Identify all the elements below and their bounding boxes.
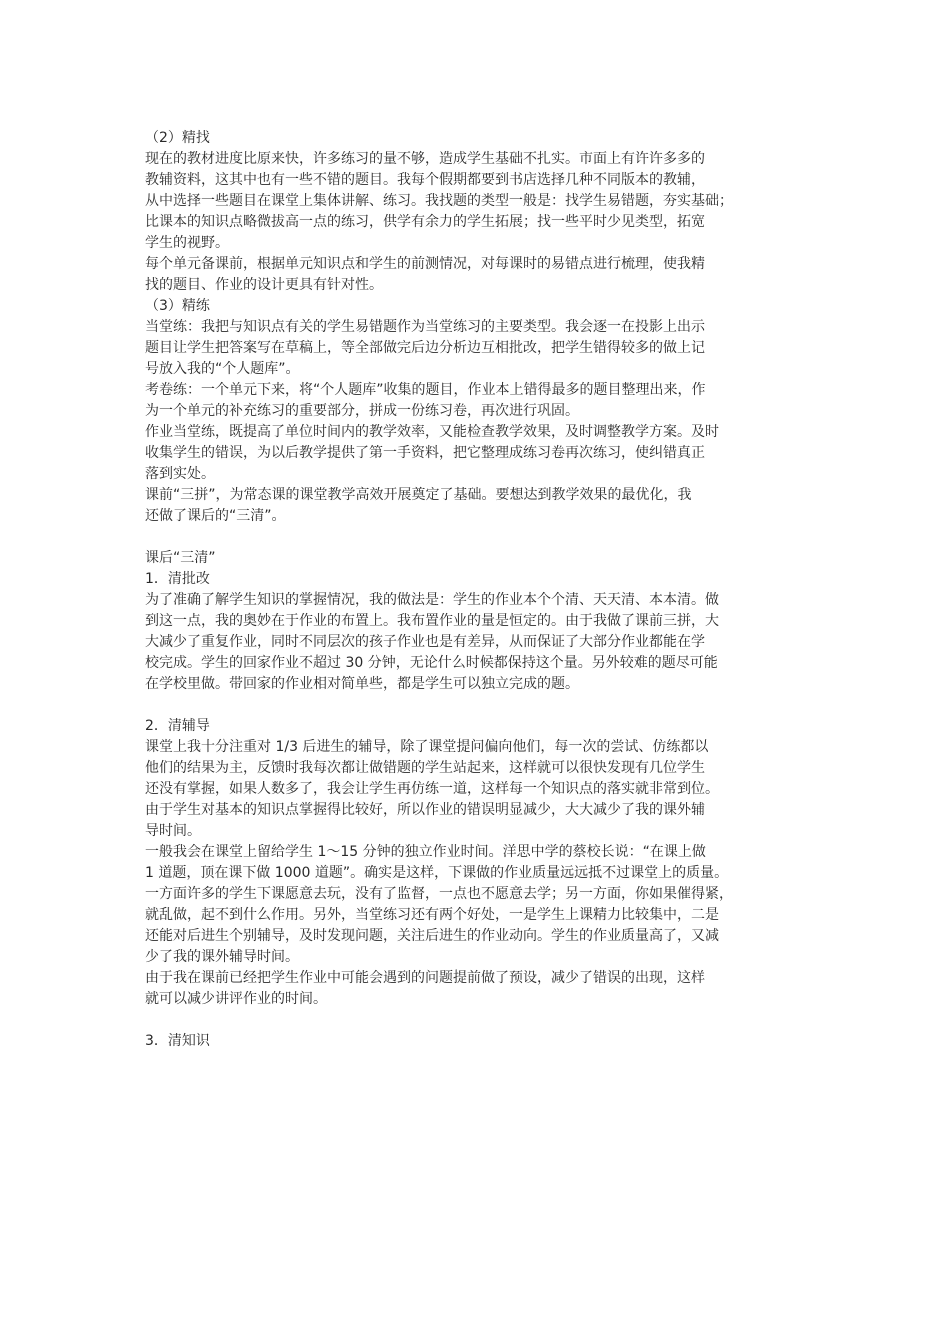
- paragraph: [145, 569, 817, 590]
- text-line: 一方面许多的学生下课愿意去玩，没有了监督，一点也不愿意去学；另一方面，你如果催得紧，: [145, 886, 733, 902]
- text-line: 考卷练：一个单元下来，将“个人题库”收集的题目，作业本上错得最多的题目整理出来，作: [145, 382, 706, 398]
- text-line: 每个单元备课前，根据单元知识点和学生的前测情况，对每课时的易错点进行梳理，使我精: [145, 256, 705, 272]
- paragraph: [145, 842, 817, 968]
- text-line: 比课本的知识点略微拔高一点的练习，供学有余力的学生拓展；找一些平时少见类型，拓宽: [145, 214, 705, 230]
- text-line: [145, 527, 817, 548]
- text-line: 课堂上我十分注重对 1/3 后进生的辅导，除了课堂提问偏向他们，每一次的尝试、仿练都以: [145, 739, 709, 755]
- text-line: 一般我会在课堂上留给学生 1～15 分钟的独立作业时间。洋思中学的蔡校长说：“在课上做: [145, 844, 706, 860]
- paragraph: [145, 485, 817, 527]
- text-line: 还没有掌握，如果人数多了，我会让学生再仿练一道，这样每一个知识点的落实就非常到位。: [145, 781, 719, 797]
- paragraph: [145, 380, 817, 422]
- text-line: 当堂练：我把与知识点有关的学生易错题作为当堂练习的主要类型。我会逐一在投影上出示: [145, 319, 705, 335]
- paragraph: [145, 590, 817, 695]
- text-line: [145, 1010, 817, 1031]
- text-line: 课前“三拼”，为常态课的课堂教学高效开展奠定了基础。要想达到教学效果的最优化，我: [145, 487, 692, 503]
- text-line: 学生的视野。: [145, 235, 229, 251]
- paragraph: [145, 317, 817, 380]
- text-line: 落到实处。: [145, 466, 215, 482]
- text-line: 题目让学生把答案写在草稿上，等全部做完后边分析边互相批改，把学生错得较多的做上记: [145, 340, 705, 356]
- document-body: [145, 128, 817, 1052]
- text-line: 他们的结果为主，反馈时我每次都让做错题的学生站起来，这样就可以很快发现有几位学生: [145, 760, 705, 776]
- text-line: 收集学生的错误，为以后教学提供了第一手资料，把它整理成练习卷再次练习，使纠错真正: [145, 445, 705, 461]
- text-line: 就乱做，起不到什么作用。另外，当堂练习还有两个好处，一是学生上课精力比较集中，二是: [145, 907, 719, 923]
- text-line: 从中选择一些题目在课堂上集体讲解、练习。我找题的类型一般是：找学生易错题，夯实基础；: [145, 193, 733, 209]
- text-line: 少了我的课外辅导时间。: [145, 949, 299, 965]
- text-line: 2．清辅导: [145, 718, 210, 734]
- paragraph: [145, 128, 817, 149]
- paragraph: [145, 968, 817, 1010]
- text-line: 号放入我的“个人题库”。: [145, 361, 300, 377]
- paragraph: [145, 149, 817, 254]
- paragraph: [145, 527, 817, 548]
- paragraph: [145, 695, 817, 716]
- text-line: （3）精练: [145, 298, 210, 314]
- text-line: 3．清知识: [145, 1033, 210, 1049]
- text-line: 现在的教材进度比原来快，许多练习的量不够，造成学生基础不扎实。市面上有许许多多的: [145, 151, 705, 167]
- text-line: 导时间。: [145, 823, 201, 839]
- text-line: 课后“三清”: [145, 550, 216, 566]
- paragraph: [145, 296, 817, 317]
- text-line: 1．清批改: [145, 571, 210, 587]
- text-line: 到这一点，我的奥妙在于作业的布置上。我布置作业的量是恒定的。由于我做了课前三拼，大: [145, 613, 719, 629]
- text-line: 还做了课后的“三清”。: [145, 508, 286, 524]
- text-line: 教辅资料，这其中也有一些不错的题目。我每个假期都要到书店选择几种不同版本的教辅，: [145, 172, 705, 188]
- text-line: 找的题目、作业的设计更具有针对性。: [145, 277, 383, 293]
- text-line: 就可以减少讲评作业的时间。: [145, 991, 327, 1007]
- paragraph: [145, 548, 817, 569]
- text-line: 还能对后进生个别辅导，及时发现问题，关注后进生的作业动向。学生的作业质量高了，又减: [145, 928, 719, 944]
- paragraph: [145, 254, 817, 296]
- text-line: 由于学生对基本的知识点掌握得比较好，所以作业的错误明显减少，大大减少了我的课外辅: [145, 802, 705, 818]
- paragraph: [145, 737, 817, 842]
- text-line: 为了准确了解学生知识的掌握情况，我的做法是：学生的作业本个个清、天天清、本本清。做: [145, 592, 719, 608]
- paragraph: [145, 1010, 817, 1031]
- text-line: 在学校里做。带回家的作业相对简单些，都是学生可以独立完成的题。: [145, 676, 579, 692]
- text-line: （2）精找: [145, 130, 210, 146]
- text-line: 校完成。学生的回家作业不超过 30 分钟，无论什么时候都保持这个量。另外较难的题尽可能: [145, 655, 718, 671]
- text-line: 作业当堂练，既提高了单位时间内的教学效率，又能检查教学效果，及时调整教学方案。及时: [145, 424, 719, 440]
- text-line: 由于我在课前已经把学生作业中可能会遇到的问题提前做了预设，减少了错误的出现，这样: [145, 970, 705, 986]
- paragraph: [145, 716, 817, 737]
- paragraph: [145, 422, 817, 485]
- text-line: [145, 695, 817, 716]
- text-line: 大减少了重复作业，同时不同层次的孩子作业也是有差异，从而保证了大部分作业都能在学: [145, 634, 705, 650]
- paragraph: [145, 1031, 817, 1052]
- text-line: 1 道题，顶在课下做 1000 道题”。确实是这样，下课做的作业质量远远抵不过课堂上的质量。: [145, 865, 729, 881]
- text-line: 为一个单元的补充练习的重要部分，拼成一份练习卷，再次进行巩固。: [145, 403, 579, 419]
